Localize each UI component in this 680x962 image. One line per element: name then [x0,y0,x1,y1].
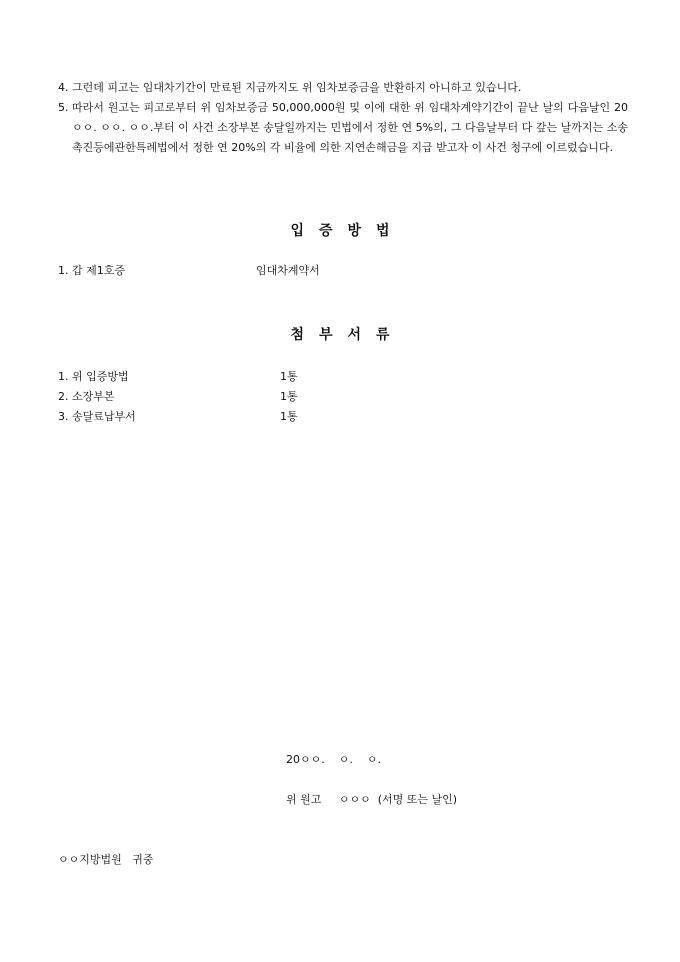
filing-date: 20ㅇㅇ. ㅇ. ㅇ. [286,753,381,766]
attachment-item-count: 1통 [280,370,298,383]
plaintiff-signature-line: 위 원고 ㅇㅇㅇ (서명 또는 날인) [286,793,458,806]
paragraph-4 [58,78,628,98]
attachment-item-label: 2. 소장부본 [58,390,115,403]
paragraph-text: 그런데 피고는 임대차기간이 만료된 지금까지도 위 임차보증금을 반환하지 아니하고 있습니다. [72,81,522,94]
attachment-item-label: 3. 송달료납부서 [58,410,136,423]
paragraph-text: 따라서 원고는 피고로부터 위 임차보증금 50,000,000원 및 이에 대한 위 임대차계약기간이 끝난 날의 다음날인 20ㅇㅇ. ㅇㅇ. ㅇㅇ.부터 이 사건 소장부본 송달일까지는 민법에서 정한 연 5%의, 그 다음날부터 다 갚는 날까지는 소송촉진등에관한특례법에서 정한 연 20%의 각 비율에 의한 지연손해금을 지급 받고자 이 사건 청구에 이르렀습니다. [72,101,628,154]
paragraph-number: 4. [58,81,69,94]
attachments-heading: 첨부서류 [290,327,405,343]
attachment-item-label: 1. 위 입증방법 [58,370,129,383]
court-addressee: ㅇㅇ지방법원 귀중 [58,853,154,866]
evidence-heading: 입증방법 [290,223,405,239]
evidence-item-label: 1. 갑 제1호증 [58,264,125,277]
paragraph-5 [58,98,628,158]
attachment-item-count: 1통 [280,410,298,423]
paragraph-number: 5. [58,101,69,114]
evidence-item-value: 임대차계약서 [256,264,320,277]
attachment-item-count: 1통 [280,390,298,403]
